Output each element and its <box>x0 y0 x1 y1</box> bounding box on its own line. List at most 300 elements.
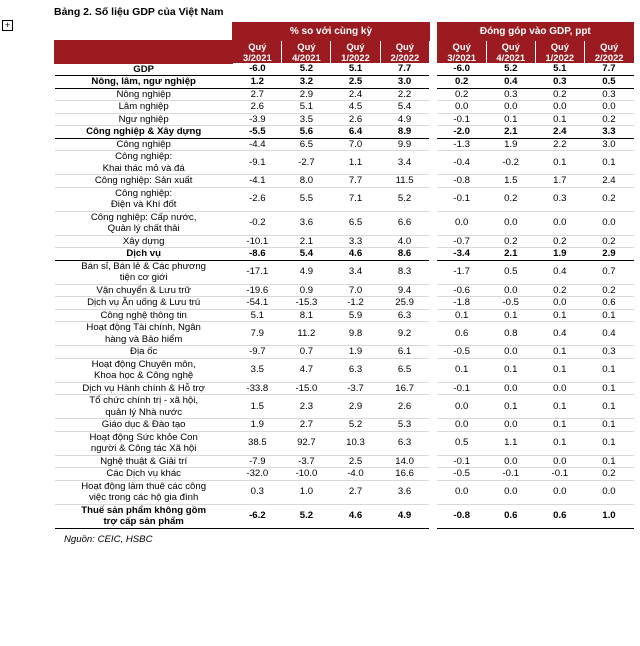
cell-yoy-q4: 3.0 <box>380 76 429 89</box>
header-q-yoy-3 <box>331 41 380 64</box>
cell-ppt-q4: 0.1 <box>584 395 633 419</box>
row-gap <box>429 248 437 261</box>
cell-ppt-q1: -1.3 <box>437 138 486 151</box>
source-note: Nguồn: CEIC, HSBC <box>64 533 153 545</box>
cell-yoy-q1: -8.6 <box>233 248 282 261</box>
row-label <box>55 322 233 346</box>
row-label-line: việc trong các hộ gia đình <box>88 492 199 503</box>
row-gap <box>429 284 437 297</box>
cell-yoy-q4: 6.3 <box>380 431 429 455</box>
cell-ppt-q3: 0.1 <box>535 419 584 432</box>
cell-ppt-q1: -0.1 <box>437 187 486 211</box>
table-row <box>55 395 634 419</box>
row-gap <box>429 504 437 528</box>
cell-ppt-q4: 0.2 <box>584 284 633 297</box>
row-label-line: Công nghệ thông tin <box>100 309 187 321</box>
cell-ppt-q4: 3.0 <box>584 138 633 151</box>
row-gap <box>429 395 437 419</box>
cell-yoy-q1: -2.6 <box>233 187 282 211</box>
cell-yoy-q3: 5.9 <box>331 309 380 322</box>
cell-yoy-q2: 5.1 <box>282 101 331 114</box>
cell-ppt-q4: 0.2 <box>584 113 633 126</box>
row-label-line: Dịch vụ Hành chính & Hỗ trợ <box>82 382 205 394</box>
table-row <box>55 309 634 322</box>
row-label <box>55 138 233 151</box>
cell-ppt-q1: -0.5 <box>437 346 486 359</box>
row-label-line: Vận chuyển & Lưu trữ <box>96 284 191 296</box>
cell-ppt-q4: 0.4 <box>584 322 633 346</box>
row-label <box>55 101 233 114</box>
table-row <box>55 211 634 235</box>
cell-ppt-q3: 0.0 <box>535 101 584 114</box>
row-label-line: tiện cơ giới <box>119 272 168 283</box>
row-label-line: Khai thác mỏ và đá <box>102 162 185 174</box>
cell-yoy-q2: 4.9 <box>282 260 331 284</box>
cell-ppt-q3: 0.1 <box>535 358 584 382</box>
row-gap <box>429 431 437 455</box>
table-row <box>55 382 634 395</box>
cell-yoy-q2: 2.7 <box>282 419 331 432</box>
header-q-yoy-4-line1: Quý <box>395 41 414 52</box>
row-label-line: Công nghiệp: <box>115 151 173 162</box>
row-label-line: hàng và Bảo hiểm <box>104 333 183 345</box>
row-label <box>55 88 233 101</box>
cell-yoy-q3: 4.6 <box>331 248 380 261</box>
row-gap <box>429 187 437 211</box>
cell-yoy-q2: -3.7 <box>282 455 331 468</box>
cell-yoy-q1: -10.1 <box>233 235 282 248</box>
cell-yoy-q3: 3.3 <box>331 235 380 248</box>
cell-yoy-q1: -0.2 <box>233 211 282 235</box>
row-label-line: Quản lý chất thải <box>107 223 180 234</box>
cell-yoy-q1: -7.9 <box>233 455 282 468</box>
cell-yoy-q3: 7.0 <box>331 284 380 297</box>
row-label <box>55 175 233 188</box>
cell-yoy-q3: -3.7 <box>331 382 380 395</box>
cell-ppt-q2: 5.2 <box>486 63 535 76</box>
cell-yoy-q3: 6.5 <box>331 211 380 235</box>
row-gap <box>429 419 437 432</box>
table-row <box>55 480 634 504</box>
cell-yoy-q4: 6.5 <box>380 358 429 382</box>
cell-ppt-q1: 0.2 <box>437 88 486 101</box>
gdp-table <box>54 22 634 529</box>
cell-yoy-q2: 2.9 <box>282 88 331 101</box>
cell-yoy-q2: -15.3 <box>282 297 331 310</box>
cell-ppt-q1: 0.1 <box>437 309 486 322</box>
table-row <box>55 187 634 211</box>
cell-yoy-q4: 6.1 <box>380 346 429 359</box>
table-row <box>55 126 634 139</box>
cell-ppt-q3: 0.1 <box>535 395 584 419</box>
cell-yoy-q2: -15.0 <box>282 382 331 395</box>
cell-yoy-q2: 11.2 <box>282 322 331 346</box>
cell-ppt-q2: 0.0 <box>486 346 535 359</box>
row-label <box>55 284 233 297</box>
cell-ppt-q4: 0.1 <box>584 382 633 395</box>
cell-ppt-q3: 0.2 <box>535 88 584 101</box>
row-gap <box>429 151 437 175</box>
row-label-line: Công nghiệp: <box>115 187 173 199</box>
cell-yoy-q2: 0.7 <box>282 346 331 359</box>
cell-ppt-q3: 0.0 <box>535 211 584 235</box>
cell-yoy-q2: 0.9 <box>282 284 331 297</box>
table-row <box>55 297 634 310</box>
cell-ppt-q1: 0.0 <box>437 419 486 432</box>
header-corner-blank <box>55 23 233 41</box>
cell-ppt-q2: 0.1 <box>486 309 535 322</box>
cell-yoy-q4: 8.9 <box>380 126 429 139</box>
cell-ppt-q3: -0.1 <box>535 468 584 481</box>
cell-ppt-q2: 0.1 <box>486 395 535 419</box>
row-label <box>55 113 233 126</box>
table-row <box>55 113 634 126</box>
row-label <box>55 126 233 139</box>
cell-ppt-q3: 0.2 <box>535 235 584 248</box>
cell-ppt-q4: 0.6 <box>584 297 633 310</box>
cell-ppt-q3: 0.1 <box>535 431 584 455</box>
header-q-yoy-3-line1: Quý <box>346 41 365 52</box>
row-label <box>55 235 233 248</box>
cell-yoy-q4: 16.6 <box>380 468 429 481</box>
cell-yoy-q3: 10.3 <box>331 431 380 455</box>
cell-yoy-q4: 7.7 <box>380 63 429 76</box>
cell-ppt-q3: 1.7 <box>535 175 584 188</box>
cell-yoy-q2: 3.5 <box>282 113 331 126</box>
table-row <box>55 322 634 346</box>
row-label-line: Công nghiệp: Cấp nước, <box>90 211 197 223</box>
cell-ppt-q3: 0.0 <box>535 455 584 468</box>
header-q-yoy-3-line2: 1/2022 <box>341 52 370 63</box>
cell-ppt-q1: 0.5 <box>437 431 486 455</box>
cell-yoy-q3: 2.7 <box>331 480 380 504</box>
cell-ppt-q2: 0.8 <box>486 322 535 346</box>
cell-yoy-q1: -4.4 <box>233 138 282 151</box>
cell-yoy-q1: 2.6 <box>233 101 282 114</box>
cell-ppt-q2: -0.2 <box>486 151 535 175</box>
header-q-ppt-3 <box>535 41 584 64</box>
row-label <box>55 395 233 419</box>
cell-yoy-q2: 8.1 <box>282 309 331 322</box>
table-row <box>55 284 634 297</box>
cell-ppt-q2: 2.1 <box>486 126 535 139</box>
row-gap <box>429 260 437 284</box>
cell-yoy-q4: 2.6 <box>380 395 429 419</box>
cell-yoy-q4: 14.0 <box>380 455 429 468</box>
header-q-yoy-4-line2: 2/2022 <box>390 52 420 63</box>
cell-ppt-q3: 0.1 <box>535 346 584 359</box>
table-row <box>55 455 634 468</box>
cell-yoy-q3: 3.4 <box>331 260 380 284</box>
cell-yoy-q4: 11.5 <box>380 175 429 188</box>
row-label-line: Tổ chức chính trị - xã hội, <box>89 395 199 406</box>
row-label-line: trợ cấp sản phẩm <box>103 516 184 527</box>
cell-ppt-q1: -0.8 <box>437 175 486 188</box>
cell-ppt-q1: -0.5 <box>437 468 486 481</box>
header-q-ppt-3-line1: Quý <box>550 41 569 52</box>
cell-ppt-q4: 0.0 <box>584 480 633 504</box>
cell-ppt-q1: 0.0 <box>437 211 486 235</box>
row-label <box>55 248 233 261</box>
row-label-line: Nông nghiệp <box>116 88 171 100</box>
cell-ppt-q1: 0.0 <box>437 480 486 504</box>
cell-yoy-q1: 1.9 <box>233 419 282 432</box>
row-label-line: Hoạt động Chuyên môn, <box>91 358 196 370</box>
table-row <box>55 468 634 481</box>
cell-ppt-q4: 0.1 <box>584 309 633 322</box>
header-q-ppt-1-line1: Quý <box>452 41 471 52</box>
cell-yoy-q2: 3.2 <box>282 76 331 89</box>
cell-ppt-q2: 0.3 <box>486 88 535 101</box>
row-label-line: Hoạt động Sức khỏe Con <box>89 431 198 443</box>
row-label-line: Công nghiệp & Xây dựng <box>86 126 202 137</box>
cell-yoy-q3: 4.5 <box>331 101 380 114</box>
row-gap <box>429 309 437 322</box>
cell-yoy-q2: 1.0 <box>282 480 331 504</box>
cell-ppt-q2: 0.0 <box>486 284 535 297</box>
cell-ppt-q4: 0.2 <box>584 235 633 248</box>
header-q-yoy-1-line1: Quý <box>248 41 267 52</box>
cell-yoy-q3: 1.9 <box>331 346 380 359</box>
cell-ppt-q4: 3.3 <box>584 126 633 139</box>
cell-yoy-q1: -33.8 <box>233 382 282 395</box>
cell-yoy-q1: -6.2 <box>233 504 282 528</box>
table-caption: Bảng 2. Số liệu GDP của Việt Nam <box>54 6 224 18</box>
cell-yoy-q3: 5.1 <box>331 63 380 76</box>
cell-yoy-q4: 4.9 <box>380 113 429 126</box>
cell-yoy-q1: -6.0 <box>233 63 282 76</box>
header-q-yoy-4 <box>380 41 429 64</box>
cell-yoy-q3: 9.8 <box>331 322 380 346</box>
cell-yoy-q4: 4.0 <box>380 235 429 248</box>
header-q-ppt-4-line2: 2/2022 <box>594 52 624 63</box>
cell-ppt-q2: 0.0 <box>486 419 535 432</box>
header-rowlabel-blank <box>55 41 233 64</box>
table-header <box>55 23 634 64</box>
row-label-line: Bán sỉ, Bán lẻ & Các phương <box>81 260 206 272</box>
header-gap <box>429 23 437 41</box>
cell-yoy-q1: -3.9 <box>233 113 282 126</box>
header-q-ppt-2-line2: 4/2021 <box>496 52 526 63</box>
cell-ppt-q2: 0.5 <box>486 260 535 284</box>
cell-yoy-q3: 4.6 <box>331 504 380 528</box>
cell-ppt-q4: 0.7 <box>584 260 633 284</box>
header-q-ppt-3-line2: 1/2022 <box>545 52 575 63</box>
table-row <box>55 101 634 114</box>
cell-yoy-q2: 5.6 <box>282 126 331 139</box>
table-row <box>55 346 634 359</box>
cell-yoy-q4: 6.3 <box>380 309 429 322</box>
row-gap <box>429 138 437 151</box>
cell-ppt-q3: 0.0 <box>535 297 584 310</box>
cell-yoy-q4: 4.9 <box>380 504 429 528</box>
table-row <box>55 138 634 151</box>
cell-ppt-q3: 0.0 <box>535 382 584 395</box>
cell-yoy-q2: 4.7 <box>282 358 331 382</box>
cell-yoy-q4: 16.7 <box>380 382 429 395</box>
cell-ppt-q2: 1.5 <box>486 175 535 188</box>
header-gap-2 <box>429 41 437 64</box>
row-label-line: Công nghiệp <box>116 138 171 150</box>
row-gap <box>429 76 437 89</box>
cell-yoy-q3: 6.3 <box>331 358 380 382</box>
cell-yoy-q1: 38.5 <box>233 431 282 455</box>
cell-ppt-q4: 0.3 <box>584 346 633 359</box>
row-label <box>55 76 233 89</box>
cell-yoy-q1: 1.5 <box>233 395 282 419</box>
cell-ppt-q4: 7.7 <box>584 63 633 76</box>
header-q-yoy-2-line2: 4/2021 <box>292 52 321 63</box>
cell-yoy-q1: -9.1 <box>233 151 282 175</box>
table-row <box>55 419 634 432</box>
cell-ppt-q2: 0.0 <box>486 211 535 235</box>
cell-yoy-q4: 2.2 <box>380 88 429 101</box>
cell-yoy-q4: 8.6 <box>380 248 429 261</box>
cell-yoy-q1: 3.5 <box>233 358 282 382</box>
cell-yoy-q4: 3.6 <box>380 480 429 504</box>
cell-ppt-q2: 0.0 <box>486 101 535 114</box>
cell-yoy-q4: 9.2 <box>380 322 429 346</box>
row-label <box>55 309 233 322</box>
cell-ppt-q1: 0.1 <box>437 358 486 382</box>
cell-yoy-q1: 1.2 <box>233 76 282 89</box>
row-label-line: Giáo dục & Đào tạo <box>101 419 186 430</box>
row-label <box>55 358 233 382</box>
row-gap <box>429 63 437 76</box>
cell-yoy-q4: 9.9 <box>380 138 429 151</box>
row-label-line: Nông, lâm, ngư nghiệp <box>91 76 196 87</box>
table-row <box>55 175 634 188</box>
cell-yoy-q2: 2.3 <box>282 395 331 419</box>
cell-yoy-q2: 5.5 <box>282 187 331 211</box>
cell-yoy-q2: 92.7 <box>282 431 331 455</box>
row-label <box>55 504 233 528</box>
row-label <box>55 431 233 455</box>
header-group-yoy: % so với cùng kỳ <box>233 23 429 41</box>
cell-ppt-q2: 0.6 <box>486 504 535 528</box>
cell-ppt-q3: 2.4 <box>535 126 584 139</box>
cell-ppt-q4: 0.5 <box>584 76 633 89</box>
header-q-ppt-4-line1: Quý <box>600 41 619 52</box>
cell-yoy-q4: 8.3 <box>380 260 429 284</box>
row-label <box>55 151 233 175</box>
cell-ppt-q3: 0.3 <box>535 187 584 211</box>
cell-ppt-q2: 0.1 <box>486 113 535 126</box>
cell-ppt-q2: 0.2 <box>486 235 535 248</box>
cell-ppt-q3: 0.0 <box>535 480 584 504</box>
row-gap <box>429 358 437 382</box>
row-label-line: người & Công tác Xã hội <box>90 443 197 454</box>
cell-yoy-q3: 7.0 <box>331 138 380 151</box>
table-row <box>55 431 634 455</box>
header-q-yoy-1-line2: 3/2021 <box>242 52 272 63</box>
cell-ppt-q1: -0.6 <box>437 284 486 297</box>
row-label-line: Công nghiệp: Sản xuất <box>94 175 193 186</box>
cell-yoy-q3: 1.1 <box>331 151 380 175</box>
cell-ppt-q3: 5.1 <box>535 63 584 76</box>
cell-ppt-q2: -0.1 <box>486 468 535 481</box>
header-q-yoy-2-line1: Quý <box>297 41 316 52</box>
table-row <box>55 358 634 382</box>
cell-ppt-q1: -0.7 <box>437 235 486 248</box>
cell-ppt-q1: -1.8 <box>437 297 486 310</box>
cell-yoy-q1: 0.3 <box>233 480 282 504</box>
expand-marker-icon[interactable]: + <box>2 20 13 31</box>
cell-ppt-q3: 0.2 <box>535 284 584 297</box>
table-body <box>55 63 634 528</box>
table-row <box>55 504 634 528</box>
header-q-ppt-2-line1: Quý <box>501 41 520 52</box>
cell-ppt-q1: -0.4 <box>437 151 486 175</box>
cell-ppt-q4: 0.1 <box>584 455 633 468</box>
cell-yoy-q1: -5.5 <box>233 126 282 139</box>
cell-ppt-q4: 0.1 <box>584 151 633 175</box>
cell-ppt-q1: -3.4 <box>437 248 486 261</box>
cell-ppt-q3: 0.6 <box>535 504 584 528</box>
row-label-line: Ngư nghiệp <box>118 113 169 125</box>
cell-ppt-q1: 0.6 <box>437 322 486 346</box>
cell-ppt-q4: 2.9 <box>584 248 633 261</box>
row-gap <box>429 346 437 359</box>
row-gap <box>429 297 437 310</box>
row-gap <box>429 468 437 481</box>
cell-ppt-q2: 2.1 <box>486 248 535 261</box>
row-label <box>55 260 233 284</box>
cell-ppt-q4: 2.4 <box>584 175 633 188</box>
row-label <box>55 297 233 310</box>
row-label-line: Dịch vụ <box>126 248 161 259</box>
cell-ppt-q3: 2.2 <box>535 138 584 151</box>
header-q-yoy-2 <box>282 41 331 64</box>
row-gap <box>429 382 437 395</box>
header-group-row <box>55 23 634 41</box>
header-group-contrib: Đóng góp vào GDP, ppt <box>437 23 633 41</box>
row-label-line: Hoạt động Tài chính, Ngân <box>86 322 201 333</box>
row-label <box>55 468 233 481</box>
row-label-line: Hoạt động làm thuê các công <box>81 480 207 492</box>
row-label-line: Lâm nghiệp <box>118 101 169 112</box>
cell-yoy-q4: 5.4 <box>380 101 429 114</box>
header-q-ppt-4 <box>584 41 633 64</box>
row-label-line: GDP <box>133 63 155 75</box>
row-label-line: Xây dựng <box>122 235 165 247</box>
cell-ppt-q4: 0.2 <box>584 468 633 481</box>
cell-yoy-q3: 2.5 <box>331 76 380 89</box>
cell-ppt-q3: 0.4 <box>535 260 584 284</box>
cell-yoy-q2: 8.0 <box>282 175 331 188</box>
cell-ppt-q1: 0.0 <box>437 101 486 114</box>
table-row <box>55 235 634 248</box>
row-label-line: Nghệ thuật & Giải trí <box>100 455 188 467</box>
cell-ppt-q2: 1.9 <box>486 138 535 151</box>
cell-ppt-q4: 0.0 <box>584 211 633 235</box>
cell-yoy-q2: 5.2 <box>282 504 331 528</box>
cell-ppt-q1: -0.1 <box>437 382 486 395</box>
cell-ppt-q3: 0.1 <box>535 151 584 175</box>
cell-ppt-q2: 0.0 <box>486 382 535 395</box>
row-gap <box>429 480 437 504</box>
row-label-line: Dịch vụ Ăn uống & Lưu trú <box>87 297 201 308</box>
cell-yoy-q2: -10.0 <box>282 468 331 481</box>
table-row <box>55 63 634 76</box>
cell-ppt-q2: 0.0 <box>486 455 535 468</box>
cell-yoy-q3: 2.6 <box>331 113 380 126</box>
row-label-line: Các Dịch vụ khác <box>106 468 181 479</box>
cell-ppt-q4: 0.1 <box>584 419 633 432</box>
row-gap <box>429 113 437 126</box>
cell-yoy-q3: -1.2 <box>331 297 380 310</box>
row-gap <box>429 126 437 139</box>
